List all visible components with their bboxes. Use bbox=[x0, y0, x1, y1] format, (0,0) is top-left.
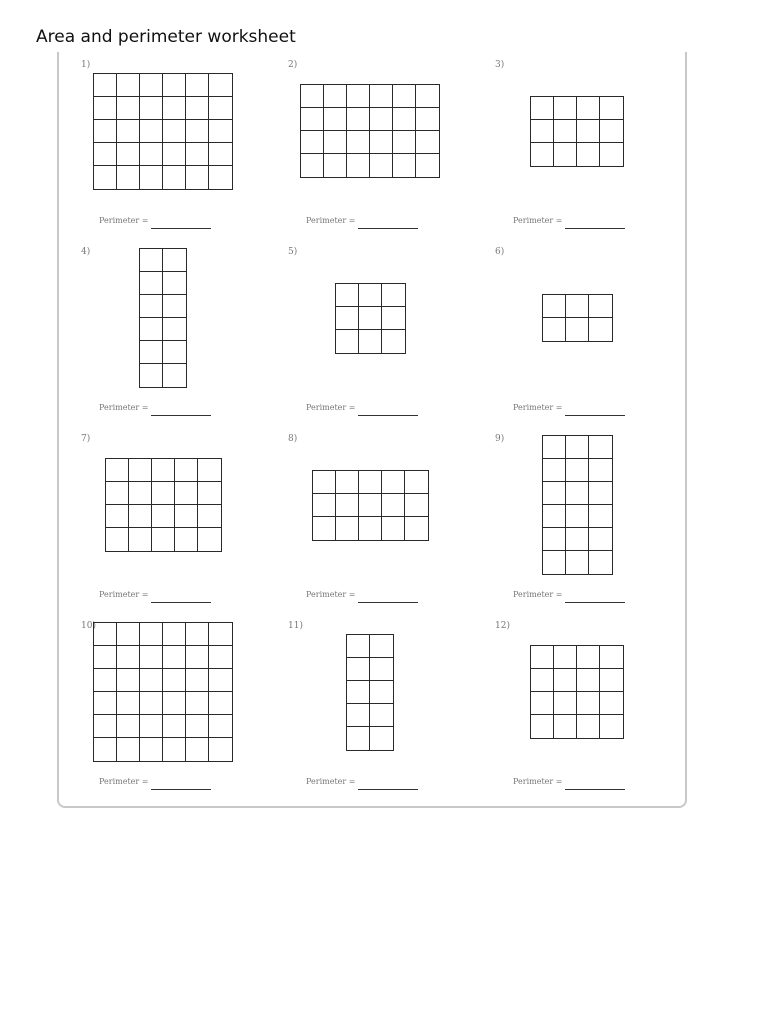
grid-cell bbox=[589, 295, 612, 318]
grid-cell bbox=[577, 646, 600, 669]
grid-cell bbox=[393, 108, 416, 131]
grid-cell bbox=[382, 471, 405, 494]
grid-cell bbox=[382, 517, 405, 540]
grid-cell bbox=[566, 436, 589, 459]
grid-cell bbox=[163, 97, 186, 120]
answer-blank[interactable] bbox=[151, 222, 211, 229]
grid-cell bbox=[209, 97, 232, 120]
grid-cell bbox=[405, 517, 428, 540]
grid-cell bbox=[106, 505, 129, 528]
grid-cell bbox=[163, 120, 186, 143]
grid-cell bbox=[600, 646, 623, 669]
grid-cell bbox=[209, 692, 232, 715]
grid-rectangle bbox=[105, 458, 222, 552]
problem-1 bbox=[59, 52, 266, 239]
answer-blank[interactable] bbox=[151, 409, 211, 416]
grid-cell bbox=[600, 692, 623, 715]
grid-cell bbox=[140, 74, 163, 97]
grid-cell bbox=[94, 715, 117, 738]
grid-cell bbox=[566, 505, 589, 528]
grid-rectangle bbox=[93, 622, 233, 762]
grid-cell bbox=[163, 669, 186, 692]
grid-cell bbox=[186, 74, 209, 97]
grid-cell bbox=[600, 143, 623, 166]
grid-cell bbox=[117, 715, 140, 738]
perimeter-label: Perimeter = bbox=[306, 590, 356, 599]
grid-cell bbox=[543, 482, 566, 505]
grid-cell bbox=[336, 471, 359, 494]
answer-blank[interactable] bbox=[358, 783, 418, 790]
grid-cell bbox=[336, 307, 359, 330]
grid-cell bbox=[589, 436, 612, 459]
worksheet bbox=[57, 52, 687, 808]
grid-cell bbox=[117, 166, 140, 189]
perimeter-label: Perimeter = bbox=[513, 777, 563, 786]
grid-cell bbox=[577, 692, 600, 715]
grid-cell bbox=[140, 295, 163, 318]
problem-7 bbox=[59, 426, 266, 613]
grid-cell bbox=[589, 528, 612, 551]
grid-cell bbox=[152, 505, 175, 528]
grid-cell bbox=[94, 738, 117, 761]
answer-blank[interactable] bbox=[358, 596, 418, 603]
grid-cell bbox=[382, 307, 405, 330]
grid-cell bbox=[554, 143, 577, 166]
grid-cell bbox=[163, 692, 186, 715]
grid-cell bbox=[566, 551, 589, 574]
grid-rectangle bbox=[335, 283, 406, 354]
grid-cell bbox=[543, 551, 566, 574]
grid-cell bbox=[209, 166, 232, 189]
grid-cell bbox=[405, 494, 428, 517]
grid-cell bbox=[186, 738, 209, 761]
problem-11 bbox=[266, 613, 473, 800]
grid-cell bbox=[370, 131, 393, 154]
problem-number: 12) bbox=[495, 621, 510, 631]
grid-cell bbox=[566, 459, 589, 482]
grid-cell bbox=[566, 318, 589, 341]
grid-cell bbox=[186, 646, 209, 669]
grid-cell bbox=[589, 459, 612, 482]
grid-cell bbox=[370, 681, 393, 704]
grid-cell bbox=[543, 528, 566, 551]
grid-cell bbox=[577, 715, 600, 738]
grid-cell bbox=[347, 108, 370, 131]
grid-cell bbox=[129, 505, 152, 528]
problem-3 bbox=[473, 52, 680, 239]
grid-cell bbox=[94, 692, 117, 715]
grid-cell bbox=[577, 143, 600, 166]
grid-cell bbox=[370, 658, 393, 681]
problem-number: 1) bbox=[81, 60, 91, 70]
grid-cell bbox=[301, 154, 324, 177]
grid-cell bbox=[336, 330, 359, 353]
grid-cell bbox=[117, 623, 140, 646]
grid-cell bbox=[370, 85, 393, 108]
grid-cell bbox=[600, 120, 623, 143]
grid-cell bbox=[554, 669, 577, 692]
grid-cell bbox=[589, 318, 612, 341]
grid-cell bbox=[359, 494, 382, 517]
grid-cell bbox=[324, 154, 347, 177]
problem-10 bbox=[59, 613, 266, 800]
problem-number: 6) bbox=[495, 247, 505, 257]
grid-cell bbox=[600, 97, 623, 120]
grid-cell bbox=[117, 74, 140, 97]
grid-cell bbox=[370, 108, 393, 131]
grid-cell bbox=[175, 482, 198, 505]
grid-cell bbox=[163, 623, 186, 646]
problem-number: 3) bbox=[495, 60, 505, 70]
grid-cell bbox=[186, 692, 209, 715]
answer-blank[interactable] bbox=[358, 222, 418, 229]
grid-cell bbox=[566, 528, 589, 551]
grid-cell bbox=[554, 692, 577, 715]
problem-number: 10) bbox=[81, 621, 96, 631]
grid-cell bbox=[163, 143, 186, 166]
grid-cell bbox=[370, 727, 393, 750]
perimeter-answer bbox=[513, 777, 625, 790]
grid-cell bbox=[94, 669, 117, 692]
grid-cell bbox=[543, 436, 566, 459]
grid-cell bbox=[531, 669, 554, 692]
grid-cell bbox=[163, 715, 186, 738]
answer-blank[interactable] bbox=[565, 409, 625, 416]
grid-cell bbox=[175, 459, 198, 482]
grid-cell bbox=[94, 74, 117, 97]
grid-cell bbox=[129, 482, 152, 505]
grid-cell bbox=[577, 120, 600, 143]
grid-cell bbox=[94, 120, 117, 143]
grid-cell bbox=[347, 727, 370, 750]
answer-blank[interactable] bbox=[151, 596, 211, 603]
grid-cell bbox=[140, 120, 163, 143]
perimeter-label: Perimeter = bbox=[513, 216, 563, 225]
grid-rectangle bbox=[300, 84, 440, 178]
grid-cell bbox=[554, 97, 577, 120]
grid-cell bbox=[209, 646, 232, 669]
perimeter-label: Perimeter = bbox=[99, 777, 149, 786]
grid-cell bbox=[94, 97, 117, 120]
grid-cell bbox=[301, 85, 324, 108]
perimeter-label: Perimeter = bbox=[306, 403, 356, 412]
grid-cell bbox=[359, 517, 382, 540]
perimeter-label: Perimeter = bbox=[513, 590, 563, 599]
grid-cell bbox=[175, 528, 198, 551]
grid-cell bbox=[577, 97, 600, 120]
grid-cell bbox=[186, 715, 209, 738]
perimeter-label: Perimeter = bbox=[306, 777, 356, 786]
grid-rectangle bbox=[312, 470, 429, 541]
grid-cell bbox=[117, 669, 140, 692]
grid-cell bbox=[175, 505, 198, 528]
grid-cell bbox=[106, 528, 129, 551]
grid-cell bbox=[198, 459, 221, 482]
grid-cell bbox=[324, 131, 347, 154]
grid-cell bbox=[347, 154, 370, 177]
problem-9 bbox=[473, 426, 680, 613]
grid-cell bbox=[186, 623, 209, 646]
grid-cell bbox=[163, 295, 186, 318]
grid-cell bbox=[554, 715, 577, 738]
perimeter-answer bbox=[513, 590, 625, 603]
grid-cell bbox=[600, 669, 623, 692]
grid-cell bbox=[543, 459, 566, 482]
grid-cell bbox=[370, 635, 393, 658]
grid-cell bbox=[117, 646, 140, 669]
grid-cell bbox=[198, 528, 221, 551]
grid-cell bbox=[186, 669, 209, 692]
perimeter-label: Perimeter = bbox=[99, 590, 149, 599]
grid-rectangle bbox=[93, 73, 233, 190]
grid-cell bbox=[393, 131, 416, 154]
problem-2 bbox=[266, 52, 473, 239]
grid-cell bbox=[140, 715, 163, 738]
grid-cell bbox=[117, 97, 140, 120]
grid-cell bbox=[209, 738, 232, 761]
grid-cell bbox=[140, 692, 163, 715]
grid-cell bbox=[140, 341, 163, 364]
grid-cell bbox=[140, 646, 163, 669]
grid-cell bbox=[577, 669, 600, 692]
answer-blank[interactable] bbox=[565, 783, 625, 790]
grid-cell bbox=[209, 669, 232, 692]
grid-cell bbox=[117, 120, 140, 143]
answer-blank[interactable] bbox=[565, 596, 625, 603]
grid-cell bbox=[94, 143, 117, 166]
grid-cell bbox=[589, 505, 612, 528]
grid-rectangle bbox=[346, 634, 394, 751]
problem-number: 7) bbox=[81, 434, 91, 444]
grid-cell bbox=[566, 295, 589, 318]
grid-cell bbox=[416, 154, 439, 177]
grid-cell bbox=[336, 517, 359, 540]
grid-cell bbox=[347, 131, 370, 154]
perimeter-answer bbox=[306, 590, 418, 603]
grid-cell bbox=[359, 471, 382, 494]
perimeter-label: Perimeter = bbox=[513, 403, 563, 412]
grid-cell bbox=[163, 249, 186, 272]
grid-cell bbox=[209, 623, 232, 646]
grid-cell bbox=[140, 166, 163, 189]
perimeter-answer bbox=[306, 777, 418, 790]
perimeter-answer bbox=[306, 216, 418, 229]
grid-cell bbox=[163, 341, 186, 364]
problem-5 bbox=[266, 239, 473, 426]
grid-cell bbox=[347, 658, 370, 681]
grid-cell bbox=[198, 505, 221, 528]
grid-cell bbox=[416, 85, 439, 108]
grid-cell bbox=[301, 108, 324, 131]
grid-cell bbox=[94, 166, 117, 189]
grid-cell bbox=[152, 459, 175, 482]
grid-cell bbox=[140, 738, 163, 761]
grid-cell bbox=[531, 646, 554, 669]
grid-cell bbox=[313, 494, 336, 517]
grid-cell bbox=[359, 284, 382, 307]
grid-cell bbox=[186, 143, 209, 166]
perimeter-answer bbox=[99, 777, 211, 790]
grid-cell bbox=[140, 272, 163, 295]
grid-cell bbox=[129, 528, 152, 551]
grid-cell bbox=[152, 482, 175, 505]
grid-cell bbox=[163, 318, 186, 341]
perimeter-label: Perimeter = bbox=[306, 216, 356, 225]
grid-cell bbox=[209, 715, 232, 738]
problem-number: 9) bbox=[495, 434, 505, 444]
grid-cell bbox=[106, 459, 129, 482]
grid-cell bbox=[324, 108, 347, 131]
grid-cell bbox=[140, 318, 163, 341]
grid-cell bbox=[324, 85, 347, 108]
problem-8 bbox=[266, 426, 473, 613]
grid-cell bbox=[393, 85, 416, 108]
grid-cell bbox=[405, 471, 428, 494]
grid-cell bbox=[531, 97, 554, 120]
problem-4 bbox=[59, 239, 266, 426]
grid-cell bbox=[163, 646, 186, 669]
grid-cell bbox=[129, 459, 152, 482]
grid-cell bbox=[531, 120, 554, 143]
grid-cell bbox=[94, 623, 117, 646]
problem-6 bbox=[473, 239, 680, 426]
grid-rectangle bbox=[542, 294, 613, 342]
perimeter-answer bbox=[99, 403, 211, 416]
answer-blank[interactable] bbox=[565, 222, 625, 229]
grid-cell bbox=[94, 646, 117, 669]
perimeter-answer bbox=[513, 403, 625, 416]
grid-cell bbox=[347, 681, 370, 704]
grid-cell bbox=[313, 471, 336, 494]
grid-cell bbox=[416, 108, 439, 131]
grid-rectangle bbox=[530, 645, 624, 739]
grid-cell bbox=[531, 715, 554, 738]
grid-cell bbox=[359, 307, 382, 330]
grid-cell bbox=[209, 120, 232, 143]
grid-cell bbox=[531, 143, 554, 166]
grid-cell bbox=[313, 517, 336, 540]
grid-cell bbox=[140, 669, 163, 692]
grid-rectangle bbox=[530, 96, 624, 167]
grid-cell bbox=[382, 284, 405, 307]
grid-cell bbox=[543, 505, 566, 528]
grid-cell bbox=[554, 646, 577, 669]
grid-cell bbox=[163, 74, 186, 97]
grid-cell bbox=[186, 166, 209, 189]
grid-rectangle bbox=[139, 248, 187, 388]
grid-cell bbox=[163, 738, 186, 761]
grid-cell bbox=[140, 97, 163, 120]
grid-cell bbox=[589, 482, 612, 505]
grid-cell bbox=[370, 154, 393, 177]
problem-number: 5) bbox=[288, 247, 298, 257]
problem-number: 8) bbox=[288, 434, 298, 444]
grid-rectangle bbox=[542, 435, 613, 575]
grid-cell bbox=[554, 120, 577, 143]
grid-cell bbox=[140, 249, 163, 272]
grid-cell bbox=[117, 692, 140, 715]
grid-cell bbox=[152, 528, 175, 551]
perimeter-label: Perimeter = bbox=[99, 403, 149, 412]
grid-cell bbox=[186, 97, 209, 120]
grid-cell bbox=[543, 295, 566, 318]
answer-blank[interactable] bbox=[151, 783, 211, 790]
perimeter-answer bbox=[99, 590, 211, 603]
grid-cell bbox=[566, 482, 589, 505]
grid-cell bbox=[301, 131, 324, 154]
problem-number: 11) bbox=[288, 621, 303, 631]
grid-cell bbox=[600, 715, 623, 738]
grid-cell bbox=[347, 635, 370, 658]
grid-cell bbox=[106, 482, 129, 505]
grid-cell bbox=[393, 154, 416, 177]
grid-cell bbox=[382, 494, 405, 517]
perimeter-answer bbox=[513, 216, 625, 229]
grid-cell bbox=[209, 143, 232, 166]
grid-cell bbox=[140, 623, 163, 646]
perimeter-label: Perimeter = bbox=[99, 216, 149, 225]
grid-cell bbox=[336, 494, 359, 517]
grid-cell bbox=[163, 364, 186, 387]
grid-cell bbox=[140, 364, 163, 387]
problem-number: 4) bbox=[81, 247, 91, 257]
grid-cell bbox=[163, 166, 186, 189]
grid-cell bbox=[359, 330, 382, 353]
perimeter-answer bbox=[306, 403, 418, 416]
grid-cell bbox=[543, 318, 566, 341]
grid-cell bbox=[382, 330, 405, 353]
grid-cell bbox=[347, 704, 370, 727]
grid-cell bbox=[347, 85, 370, 108]
perimeter-answer bbox=[99, 216, 211, 229]
grid-cell bbox=[531, 692, 554, 715]
grid-cell bbox=[416, 131, 439, 154]
grid-cell bbox=[117, 738, 140, 761]
page-title: Area and perimeter worksheet bbox=[36, 27, 296, 47]
problem-number: 2) bbox=[288, 60, 298, 70]
grid-cell bbox=[209, 74, 232, 97]
grid-cell bbox=[336, 284, 359, 307]
grid-cell bbox=[117, 143, 140, 166]
grid-cell bbox=[589, 551, 612, 574]
grid-cell bbox=[163, 272, 186, 295]
grid-cell bbox=[370, 704, 393, 727]
answer-blank[interactable] bbox=[358, 409, 418, 416]
grid-cell bbox=[140, 143, 163, 166]
grid-cell bbox=[186, 120, 209, 143]
problem-12 bbox=[473, 613, 680, 800]
grid-cell bbox=[198, 482, 221, 505]
